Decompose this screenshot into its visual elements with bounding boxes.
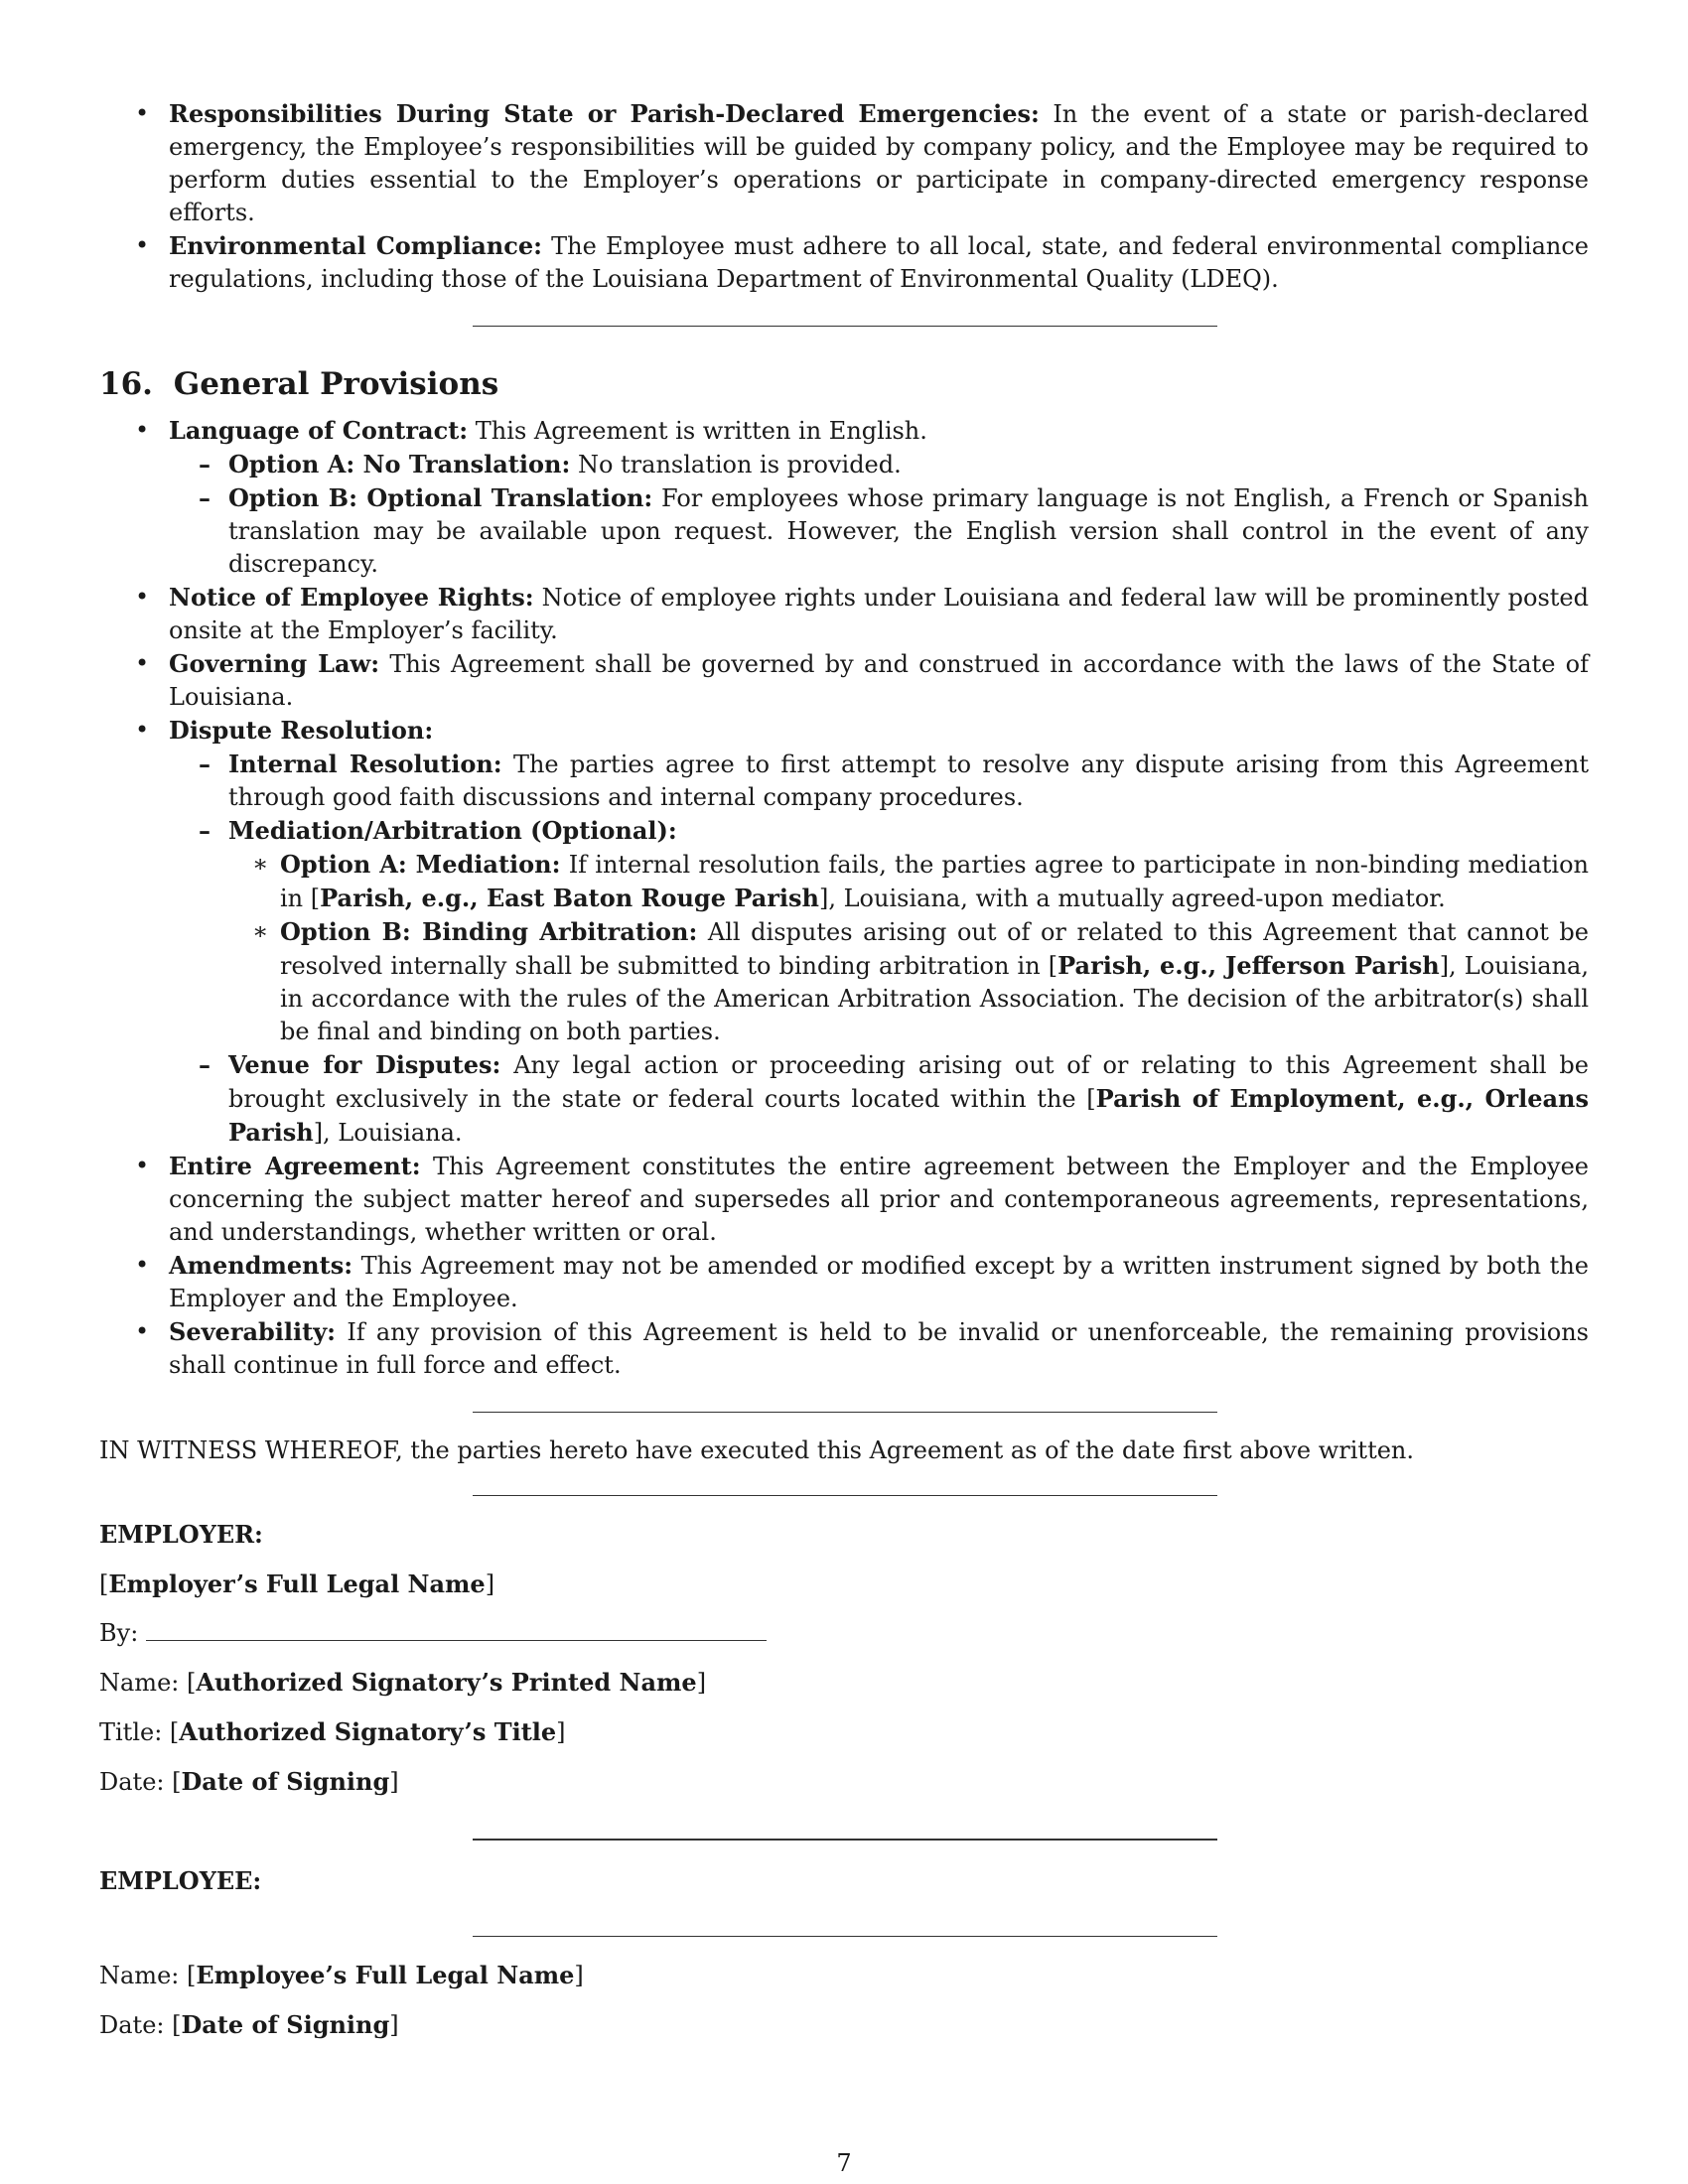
item-label: Entire Agreement: bbox=[169, 1152, 421, 1180]
list-item bbox=[99, 1315, 1589, 1382]
employer-title-row: Title: [Authorized Signatory’s Title] bbox=[99, 1717, 566, 1746]
list-item bbox=[99, 581, 1589, 647]
employer-block bbox=[99, 1518, 1589, 1799]
placeholder-text: Parish, e.g., Jefferson Parish bbox=[1057, 951, 1440, 980]
sub-sub-item bbox=[228, 915, 1589, 1048]
item-label: Environmental Compliance: bbox=[169, 231, 542, 260]
option-label: Mediation/Arbitration (Optional): bbox=[228, 816, 677, 845]
item-text: Notice of employee rights under Louisiana and federal law will be prominently posted onsite at the Employer’s facility. bbox=[169, 584, 1589, 644]
option-text: For employees whose primary language is not English, a French or Spanish translation may be available upon request. However, the English version shall control in the event of any discrepancy. bbox=[228, 484, 1590, 578]
list-item bbox=[99, 714, 1589, 1150]
list-item bbox=[99, 97, 1589, 229]
page-number: 7 bbox=[836, 2149, 852, 2177]
divider bbox=[473, 1839, 1217, 1841]
sub-item bbox=[169, 481, 1589, 581]
by-label: By: bbox=[99, 1619, 139, 1647]
provisions-list bbox=[99, 414, 1589, 1382]
option-label: Venue for Disputes: bbox=[228, 1050, 501, 1079]
item-label: Language of Contract: bbox=[169, 416, 469, 445]
option-label: Option B: Binding Arbitration: bbox=[280, 917, 698, 946]
item-label: Notice of Employee Rights: bbox=[169, 583, 534, 612]
item-label: Severability: bbox=[169, 1317, 337, 1346]
option-text: No translation is provided. bbox=[577, 451, 902, 478]
item-text: In the event of a state or parish-declared emergency, the Employee’s responsibilities will be guided by company policy, and the Employee may be required to perform duties essential to the Employer’s operations or participate in company-directed emergency response efforts. bbox=[169, 100, 1590, 226]
section-title: General Provisions bbox=[173, 366, 499, 402]
employee-date-row: Date: [Date of Signing] bbox=[99, 2010, 399, 2039]
item-text: This Agreement may not be amended or modified except by a written instrument signed by both the Employer and the Employee. bbox=[169, 1252, 1589, 1312]
option-text: Any legal action or proceeding arising out of or relating to this Agreement shall be brought exclusively in the state or federal courts located within the [ bbox=[228, 1051, 1590, 1113]
item-text: This Agreement shall be governed by and construed in accordance with the laws of the State of Louisiana. bbox=[169, 650, 1589, 711]
item-label: Responsibilities During State or Parish-Declared Emergencies: bbox=[169, 99, 1040, 128]
signature-line[interactable] bbox=[146, 1618, 767, 1641]
sub-list bbox=[169, 448, 1589, 581]
option-label: Option B: Optional Translation: bbox=[228, 483, 653, 512]
option-text: The parties agree to first attempt to resolve any dispute arising from this Agreement through good faith discussions and internal company procedures. bbox=[228, 751, 1589, 811]
employee-name-row: Name: [Employee’s Full Legal Name] bbox=[99, 1961, 584, 1989]
top-list bbox=[99, 97, 1589, 296]
item-text: If any provision of this Agreement is held to be invalid or unenforceable, the remaining provisions shall continue in full force and effect. bbox=[169, 1318, 1589, 1379]
option-text: ], Louisiana. bbox=[313, 1119, 463, 1147]
list-item bbox=[99, 1150, 1589, 1249]
employer-signature-row bbox=[99, 1617, 1589, 1650]
option-label: Internal Resolution: bbox=[228, 750, 502, 778]
sub-sub-list bbox=[228, 848, 1589, 1048]
document-page bbox=[99, 97, 1589, 2042]
employer-date-row: Date: [Date of Signing] bbox=[99, 1767, 399, 1796]
sub-item bbox=[169, 748, 1589, 814]
option-text: ], Louisiana, in accordance with the rules of the American Arbitration Association. The decision of the arbitrator(s) shall be final and binding on both parties. bbox=[280, 952, 1589, 1045]
option-text: ], Louisiana, with a mutually agreed-upon mediator. bbox=[819, 885, 1446, 912]
employee-block bbox=[99, 1864, 1589, 1898]
option-label: Option A: No Translation: bbox=[228, 450, 571, 478]
divider bbox=[473, 1936, 1217, 1937]
sub-list bbox=[169, 748, 1589, 1150]
item-text: The Employee must adhere to all local, state, and federal environmental compliance regulations, including those of the Louisiana Department of Environmental Quality (LDEQ). bbox=[169, 232, 1589, 293]
employer-heading: EMPLOYER: bbox=[99, 1520, 263, 1549]
divider bbox=[473, 326, 1217, 327]
item-text: This Agreement constitutes the entire agreement between the Employer and the Employee concerning the subject matter hereof and supersedes all prior and contemporaneous agreements, representations, and understandings, whether written or oral. bbox=[169, 1153, 1590, 1246]
sub-item bbox=[169, 814, 1589, 1048]
employer-name-row: Name: [Authorized Signatory’s Printed Name] bbox=[99, 1668, 707, 1697]
list-item bbox=[99, 647, 1589, 714]
item-label: Governing Law: bbox=[169, 649, 380, 678]
list-item bbox=[99, 414, 1589, 581]
sub-item bbox=[169, 1048, 1589, 1150]
option-text: If internal resolution fails, the parties agree to participate in non-binding mediation in [ bbox=[280, 851, 1589, 912]
item-label: Dispute Resolution: bbox=[169, 716, 434, 745]
witness-statement: IN WITNESS WHEREOF, the parties hereto have executed this Agreement as of the date first above written. bbox=[99, 1436, 1415, 1464]
employee-heading: EMPLOYEE: bbox=[99, 1866, 262, 1895]
placeholder-text: Parish, e.g., East Baton Rouge Parish bbox=[320, 884, 819, 912]
section-number: 16. bbox=[99, 366, 153, 402]
list-item bbox=[99, 229, 1589, 296]
item-label: Amendments: bbox=[169, 1251, 353, 1280]
divider bbox=[473, 1495, 1217, 1496]
sub-item bbox=[169, 448, 1589, 481]
placeholder-text: Parish of Employment, e.g., Orleans Parish bbox=[228, 1084, 1590, 1147]
option-label: Option A: Mediation: bbox=[280, 850, 561, 879]
sub-sub-item bbox=[228, 848, 1589, 915]
option-text: All disputes arising out of or related to this Agreement that cannot be resolved internally shall be submitted to binding arbitration in [ bbox=[280, 918, 1589, 980]
divider bbox=[473, 1412, 1217, 1413]
employee-fields bbox=[99, 1959, 1589, 2042]
list-item bbox=[99, 1249, 1589, 1315]
section-heading bbox=[99, 364, 1589, 404]
employer-legal-name: [Employer’s Full Legal Name] bbox=[99, 1570, 495, 1598]
item-text: This Agreement is written in English. bbox=[475, 417, 927, 445]
